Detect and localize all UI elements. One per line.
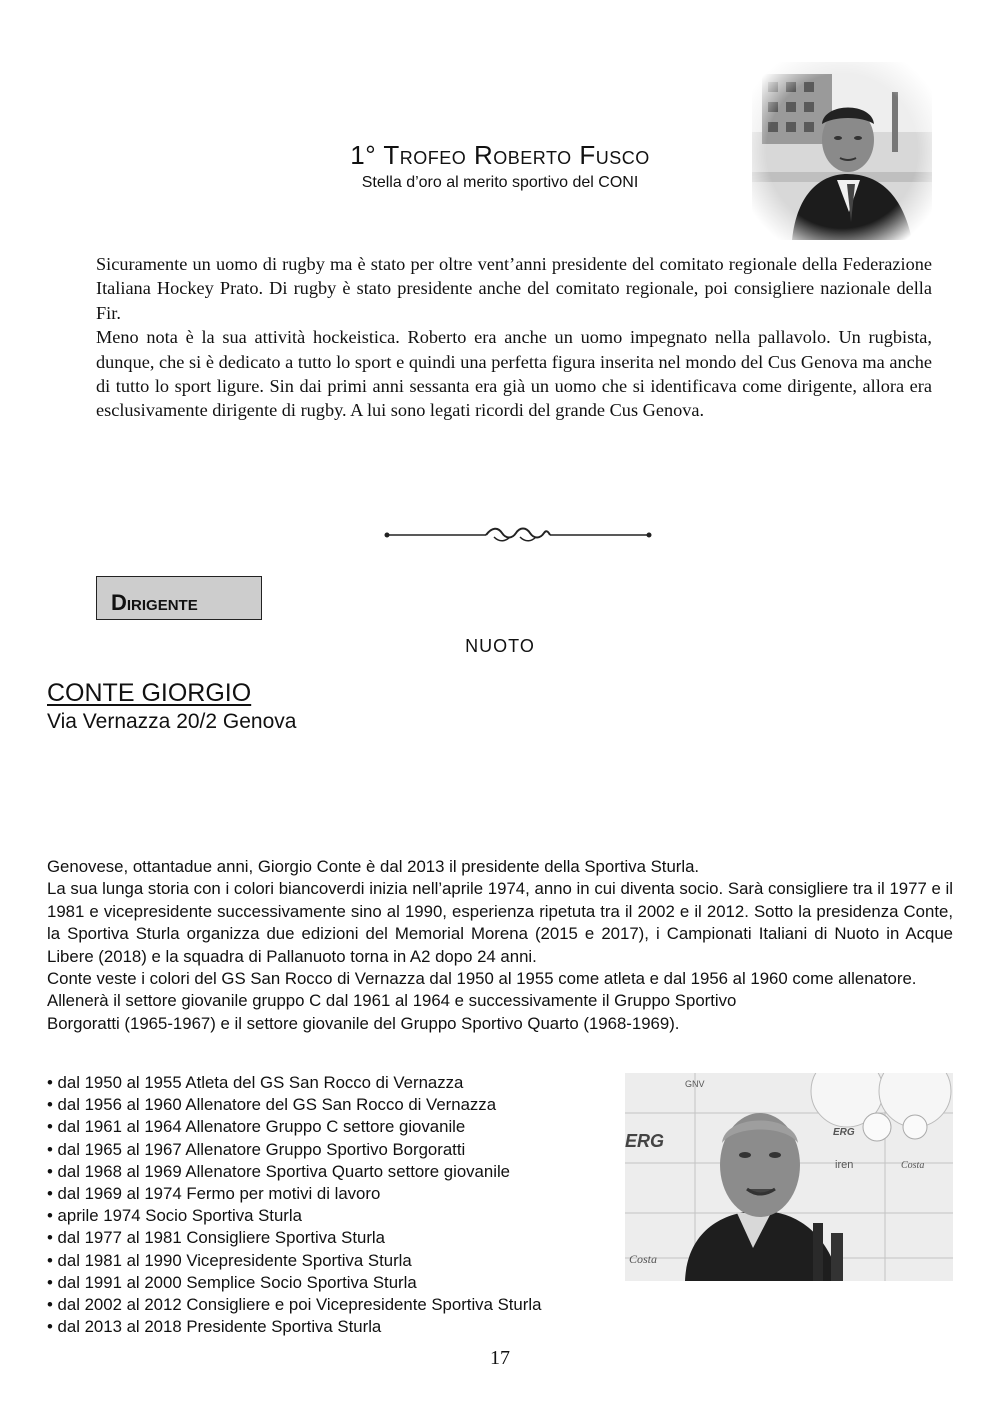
person-paragraph: Genovese, ottantadue anni, Giorgio Conte è dal 2013 il presidente della Sportiva Sturla.: [47, 857, 700, 876]
sponsor-logo-iren: iren: [835, 1159, 854, 1171]
award-title: 1° Trofeo Roberto Fusco: [350, 140, 650, 170]
career-item: • dal 2002 al 2012 Consigliere e poi Vicepresidente Sportiva Sturla: [47, 1294, 617, 1316]
person-biography: [47, 856, 953, 1035]
sponsor-logo-erg: ERG: [625, 1131, 665, 1151]
sponsor-logo-erg: ERG: [833, 1127, 855, 1138]
career-item: • dal 1950 al 1955 Atleta del GS San Rocco di Vernazza: [47, 1072, 617, 1094]
career-list: [47, 1072, 617, 1338]
sponsor-logo-costa: Costa: [901, 1160, 925, 1171]
section-badge: Dirigente: [96, 576, 262, 620]
portrait-photo-roberto-fusco: [752, 62, 932, 240]
career-item: • dal 1991 al 2000 Semplice Socio Sportiva Sturla: [47, 1272, 617, 1294]
sport-label: NUOTO: [465, 636, 535, 656]
career-item: • dal 1956 al 1960 Allenatore del GS San Rocco di Vernazza: [47, 1094, 617, 1116]
career-item: • dal 1969 al 1974 Fermo per motivi di lavoro: [47, 1183, 617, 1205]
career-item: • dal 1981 al 1990 Vicepresidente Sportiva Sturla: [47, 1250, 617, 1272]
person-paragraph: La sua lunga storia con i colori biancoverdi inizia nell’aprile 1974, anno in cui diventa socio. Sarà consigliere tra il 1977 e il 1981 e vicepresidente successivamente sino al 1990, esperienza ripetuta tra il 2002 e il 2012. Sotto la presidenza Conte, la Sportiva Sturla organizza due edizioni del Memorial Morena (2015 e 2017), i Campionati Italiani di Nuoto in Acque Libere (2018) e la squadra di Pallanuoto torna in A2 dopo 24 anni.: [47, 879, 953, 966]
person-paragraph: Allenerà il settore giovanile gruppo C dal 1961 al 1964 e successivamente il Gruppo Sportivo Borgoratti (1965-1967) e il settore giovanile del Gruppo Sportivo Quarto (1968-1969).: [47, 991, 737, 1033]
person-name: CONTE GIORGIO: [47, 679, 252, 707]
sponsor-logo-gnv: GNV: [685, 1079, 705, 1089]
person-paragraph: Conte veste i colori del GS San Rocco di Vernazza dal 1950 al 1955 come atleta e dal 1956 al 1960 come allenatore.: [47, 969, 917, 989]
award-paragraph: Meno nota è la sua attività hockeistica. Roberto era anche un uomo impegnato nella pallavolo. Un rugbista, dunque, che si è dedicato a tutto lo sport e quindi una perfetta figura inserita nel mondo del Cus Genova ma anche di tutto lo sport ligure. Sin dai primi anni sessanta era già un uomo che si identificava come dirigente, allora era esclusivamente dirigente di rugby. A lui sono legati ricordi del grande Cus Genova.: [96, 327, 932, 421]
ornament-divider: [384, 525, 652, 545]
career-item: • aprile 1974 Socio Sportiva Sturla: [47, 1205, 617, 1227]
career-item: • dal 1965 al 1967 Allenatore Gruppo Sportivo Borgoratti: [47, 1139, 617, 1161]
award-biography: [96, 252, 932, 423]
page-number: 17: [490, 1347, 510, 1369]
career-item: • dal 1968 al 1969 Allenatore Sportiva Quarto settore giovanile: [47, 1161, 617, 1183]
sponsor-logo-costa: Costa: [629, 1252, 658, 1266]
portrait-photo-giorgio-conte: [625, 1073, 953, 1281]
award-paragraph: Sicuramente un uomo di rugby ma è stato per oltre vent’anni presidente del comitato regionale della Federazione Italiana Hockey Prato. Di rugby è stato presidente anche del comitato regionale, poi consigliere nazionale della Fir.: [96, 254, 932, 323]
career-item: • dal 1977 al 1981 Consigliere Sportiva Sturla: [47, 1227, 617, 1249]
award-subtitle: Stella d’oro al merito sportivo del CONI: [361, 174, 639, 191]
career-item: • dal 1961 al 1964 Allenatore Gruppo C settore giovanile: [47, 1116, 617, 1138]
person-address: Via Vernazza 20/2 Genova: [47, 710, 297, 733]
career-item: • dal 2013 al 2018 Presidente Sportiva Sturla: [47, 1316, 617, 1338]
